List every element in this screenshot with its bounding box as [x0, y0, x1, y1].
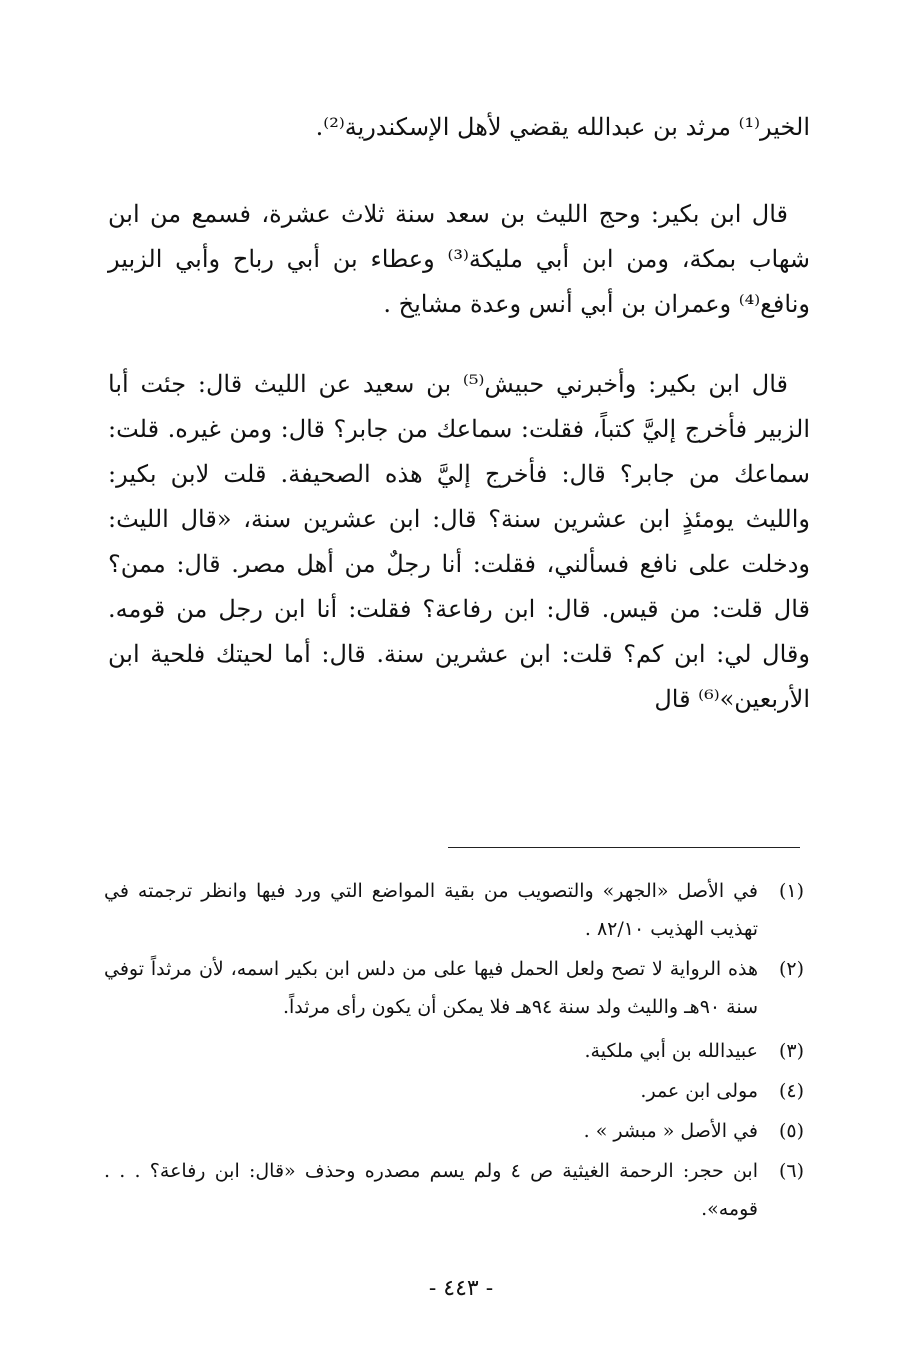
footnote-1 [104, 872, 804, 948]
footnote-2 [104, 950, 804, 1026]
paragraph-2-text: قال ابن بكير: وحج الليث بن سعد سنة ثلاث عشرة، فسمع من ابن شهاب بمكة، ومن ابن أبي مليكة⁽³⁾ وعطاء بن أبي رباح وأبي الزبير ونافع⁽⁴⁾ وعمران بن أبي أنس وعدة مشايخ . [108, 200, 810, 318]
footnote-number: (٤) [778, 1080, 804, 1102]
footnote-6 [104, 1152, 804, 1228]
footnote-number: (٦) [778, 1160, 804, 1182]
footnote-number: (٢) [778, 958, 804, 980]
footnote-number: (٣) [778, 1040, 804, 1062]
footnote-text: في الأصل «الجهر» والتصويب من بقية المواضع التي ورد فيها وانظر ترجمته في تهذيب الهذيب ٨٢/١٠ . [104, 880, 758, 940]
footnote-5 [104, 1112, 804, 1150]
footnote-text: مولى ابن عمر. [640, 1080, 758, 1102]
footnote-divider [448, 847, 800, 848]
footnote-number: (٥) [778, 1120, 804, 1142]
footnote-text: في الأصل « مبشر » . [583, 1120, 758, 1142]
footnote-text: عبيدالله بن أبي ملكية. [584, 1040, 758, 1062]
footnote-text: ابن حجر: الرحمة الغيثية ص ٤ ولم يسم مصدره وحذف «قال: ابن رفاعة؟ . . . قومه». [104, 1160, 758, 1220]
footnote-3 [104, 1032, 804, 1070]
paragraph-2 [108, 192, 810, 327]
paragraph-1 [108, 105, 810, 150]
page-number: - ٤٤٣ - [428, 1276, 494, 1301]
footnote-text: هذه الرواية لا تصح ولعل الحمل فيها على من دلس ابن بكير اسمه، لأن مرثداً توفي سنة ٩٠هـ والليث ولد سنة ٩٤هـ فلا يمكن أن يكون رأى مرثداً. [104, 958, 758, 1018]
paragraph-3-text: قال ابن بكير: وأخبرني حبيش⁽⁵⁾ بن سعيد عن الليث قال: جئت أبا الزبير فأخرج إليَّ كتباً، فقلت: سماعك من جابر؟ قال: ومن غيره. قلت: سماعك من جابر؟ قال: فأخرج إليَّ هذه الصحيفة. قلت لابن بكير: والليث يومئذٍ ابن عشرين سنة؟ قال: ابن عشرين سنة، «قال الليث: ودخلت على نافع فسألني، فقلت: أنا رجلٌ من أهل مصر. قال: ممن؟ قال قلت: من قيس. قال: ابن رفاعة؟ فقلت: أنا ابن رجل من قومه. وقال لي: ابن كم؟ قلت: ابن عشرين سنة. قال: أما لحيتك فلحية ابن الأربعين»⁽⁶⁾ قال [108, 370, 811, 713]
footnote-number: (١) [778, 880, 804, 902]
paragraph-3 [108, 362, 810, 722]
paragraph-1-text: الخير⁽¹⁾ مرثد بن عبدالله يقضي لأهل الإسكندرية⁽²⁾. [315, 113, 810, 141]
footnote-4 [104, 1072, 804, 1110]
